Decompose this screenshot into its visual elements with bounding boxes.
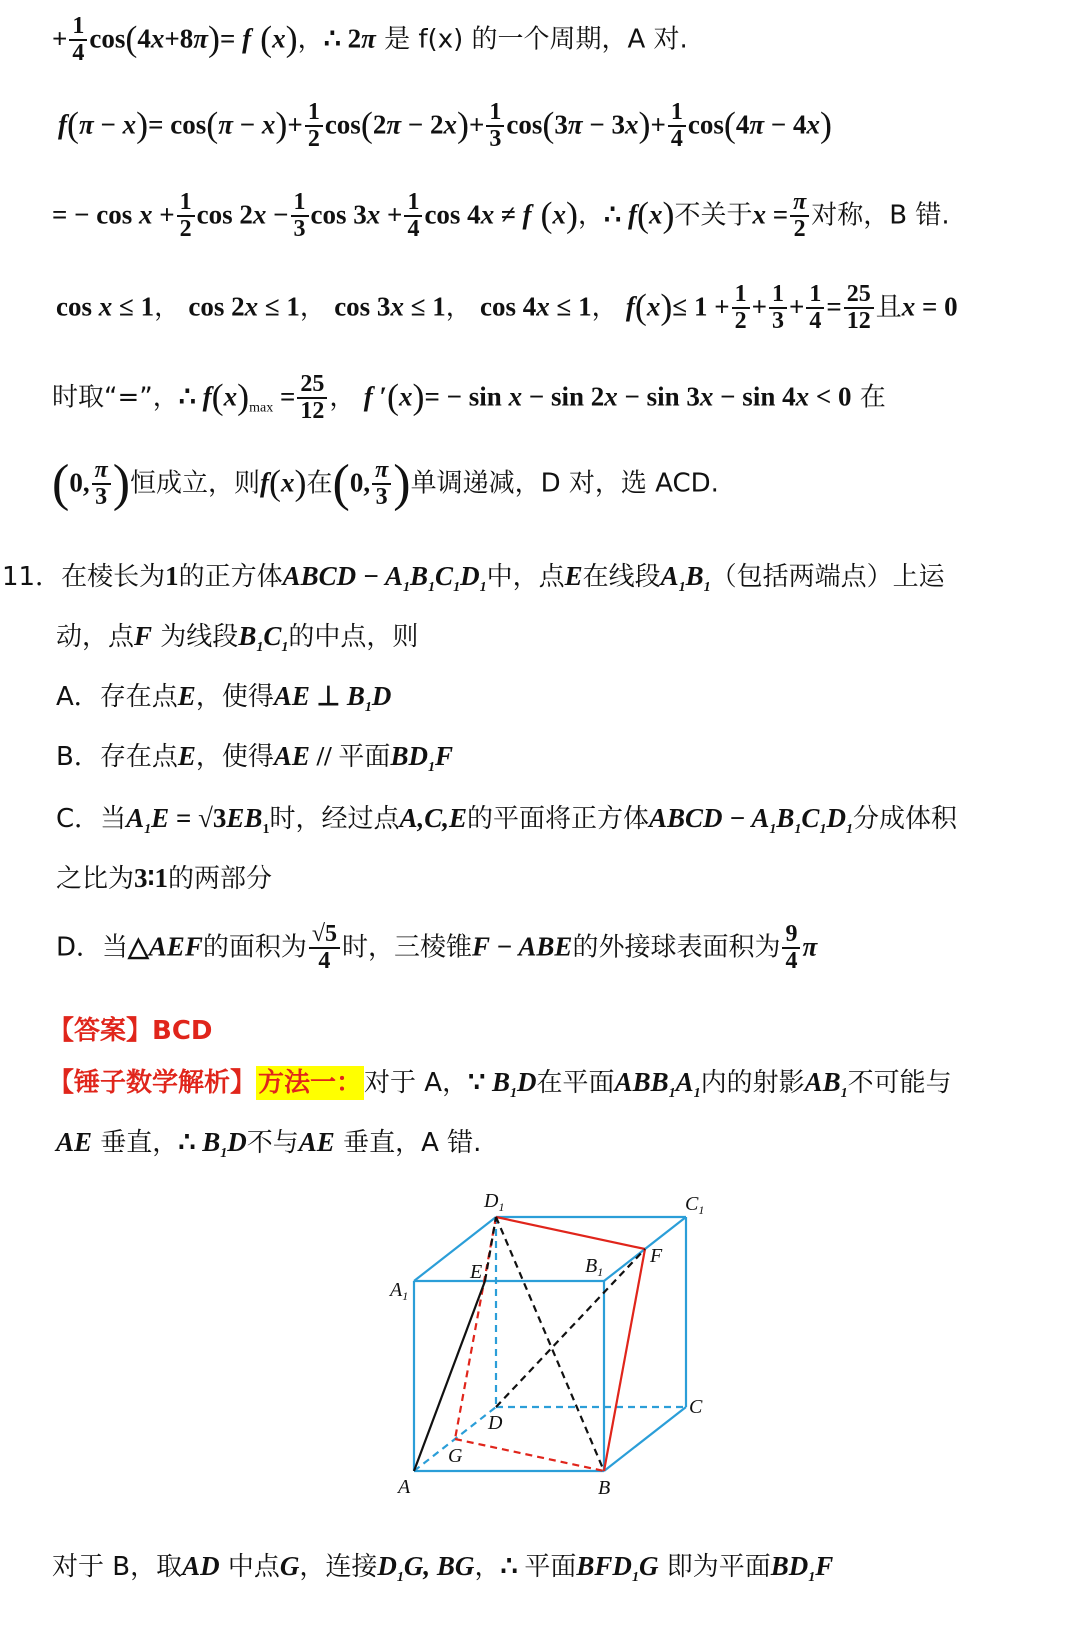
analysis-line-2: AE 垂直，∴ $B_1D$不与AE 垂直，A 错. <box>56 1127 482 1161</box>
question-11-stem-1: 11．在棱长为1的正方体ABCD − $A_1B_1C_1D_1$中，点E在线段$A_1B_1$（包括两端点）上运 <box>2 561 945 595</box>
black-dashed-lines <box>485 1217 645 1471</box>
line-bounds: cos x ≤ 1， cos 2x ≤ 1， cos 3x ≤ 1， cos 4x ≤ 1， f(x)≤ 1 + $\frac{1}{2}$ + $\frac{1}{3}$ + $\frac{1}{4}$ = $\frac{25}{12}$ 且x = 0 <box>56 281 958 335</box>
decreasing-text: 单调递减，D 对，选 ACD. <box>410 468 719 499</box>
and-text: 且 <box>875 292 902 323</box>
option-a: A．存在点E，使得AE ⊥ $B_1D$ <box>56 681 392 715</box>
label-c: C <box>689 1396 703 1418</box>
label-d1: $D_1$ <box>484 1190 505 1214</box>
method-tag: 方法一： <box>258 1068 363 1098</box>
option-b: B．存在点E，使得AE // 平面$BD_1F$ <box>56 741 453 775</box>
label-g: G <box>448 1445 463 1467</box>
label-c1: $C_1$ <box>685 1193 705 1217</box>
period-text: 是 f(x) 的一个周期，A 对. <box>384 24 688 55</box>
on-text: 在 <box>306 468 333 499</box>
equal-at-text: 时取“=”， <box>52 382 179 413</box>
not-about-text: 不关于 <box>674 200 753 231</box>
line-f-pi-minus-x: f(π − x)= cos(π − x)+ $\frac{1}{2}$ cos(2π − 2x)+ $\frac{1}{3}$ cos(3π − 3x)+ $\frac{1}{4}$ cos(4π − 4x) <box>58 99 833 153</box>
black-lines <box>414 1281 485 1471</box>
label-b: B <box>598 1477 611 1499</box>
hidden-edges <box>414 1217 686 1471</box>
question-11-stem-2: 动，点F 为线段$B_1C_1$的中点，则 <box>56 621 419 655</box>
option-d: D．当△AEF的面积为 $\frac{√5}{4}$ 时，三棱锥F − ABE的外接球表面积为 $\frac{9}{4}$ π <box>56 921 818 975</box>
option-c-2: 之比为3∶1的两部分 <box>56 863 273 894</box>
label-d: D <box>488 1412 503 1434</box>
bottom-line: 对于 B，取AD 中点G，连接$D_1G$, BG，∴ 平面$BFD_1G$ 即为平面$BD_1F$ <box>52 1551 834 1585</box>
label-f: F <box>650 1245 663 1267</box>
question-number: 11． <box>2 562 62 592</box>
answer-line: 【答案】BCD <box>48 1016 213 1046</box>
label-e: E <box>470 1261 483 1283</box>
line-max: 时取“=”，∴ $f(x)_{max}$ = $\frac{25}{12}$ ， f ′(x)= − sin x − sin 2x − sin 3x − sin 4x < 0 在 <box>52 371 886 425</box>
analysis-tag: 【锤子数学解析】 <box>48 1068 257 1098</box>
line-decreasing: (0, $\frac{\pi}{3}$ )恒成立，则f(x)在(0, $\frac{\pi}{3}$ )单调递减，D 对，选 ACD. <box>52 455 719 513</box>
option-c-1: C．当$A_1E = √3EB_1$时，经过点A,C,E的平面将正方体ABCD − $A_1B_1C_1D_1$分成体积 <box>56 803 957 837</box>
label-a: A <box>398 1476 411 1498</box>
label-a1: $A_1$ <box>390 1279 409 1303</box>
holds-text: 恒成立，则 <box>130 468 261 499</box>
line-not-symmetric: = − cos x + $\frac{1}{2}$ cos 2x − $\frac{1}{3}$ cos 3x + $\frac{1}{4}$ cos 4x ≠ f (x)，∴ f(x)不关于x = $\frac{\pi}{2}$ 对称，B 错. <box>52 189 950 243</box>
at-text: 在 <box>859 382 886 413</box>
analysis-line-1: 【锤子数学解析】方法一：对于 A，∵ $B_1D$在平面$ABB_1A_1$内的射影$AB_1$不可能与 <box>48 1067 952 1101</box>
line-period: + $\frac{1}{4}$ cos(4x+8π)= f (x)，∴ 2π 是 f(x) 的一个周期，A 对. <box>52 13 688 67</box>
cube-edges <box>414 1217 686 1471</box>
b-wrong-text: 对称，B 错. <box>811 200 950 231</box>
section-red-solid <box>496 1217 645 1471</box>
section-red-dashed <box>455 1217 604 1471</box>
label-b1: $B_1$ <box>585 1255 604 1279</box>
